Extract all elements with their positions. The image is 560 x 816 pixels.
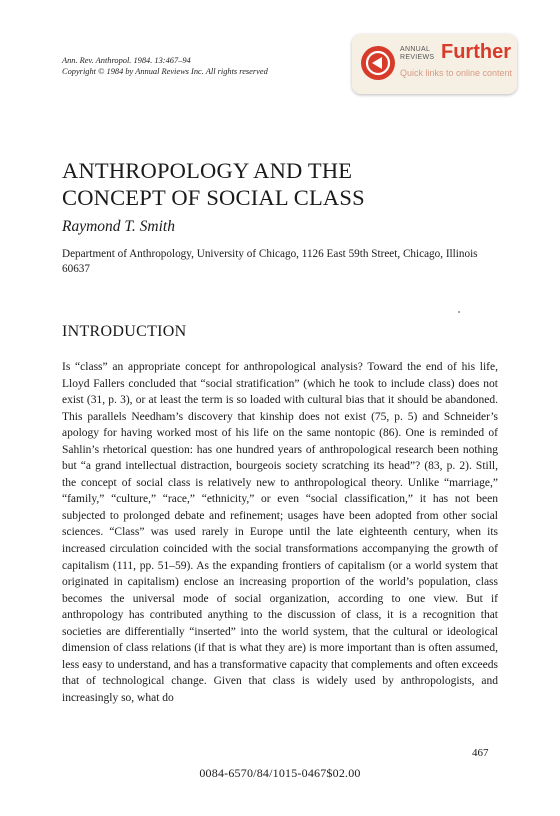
- article-code: 0084-6570/84/1015-0467$02.00: [199, 766, 361, 780]
- page-number: 467: [472, 747, 489, 759]
- copyright-line: Copyright © 1984 by Annual Reviews Inc. All rights reserved: [62, 67, 268, 76]
- article-title: [62, 157, 502, 211]
- author-name: Raymond T. Smith: [62, 218, 175, 235]
- banner-annual-text: ANNUAL: [400, 46, 431, 53]
- play-arrow-icon: [361, 46, 395, 80]
- body-paragraph: Is “class” an appropriate concept for anthropological analysis? Toward the end of his life, Lloyd Fallers concluded that “social stratification” (which he took to include class) does not exist (31, p. 3), or at least the term is so loaded with cultural bias that it should be abandoned. This parallels Needham’s discovery that kinship does not exist (75, p. 5) and Schneider’s apology for having worked most of his life on the same nontopic (86). One is reminded of Sahlin’s rhetorical question: has one hundred years of anthropological research been nothing but “a grand intellectual distraction, bourgeois society scratching its head”? (83, p. 2). Still, the concept of social class is relatively new to anthropological theory. Unlike “marriage,” “family,” “culture,” “race,” “ethnicity,” or even “social classification,” it has not been subjected to prolonged debate and refinement; usages have been adopted from other social sciences. “Class” was used rarely in Europe until the late eighteenth century, when its increased circulation coincided with the social transformations accompanying the growth of capitalism (111, pp. 51–59). As the expanding frontiers of capitalism (or a world system that originated in capitalism) enclose an increasing proportion of the world’s population, class becomes the universal mode of social organization, according to one view. But if anthropology has contributed anything to the discussion of class, it is a recognition that societies are differentially “inserted” into the world system, that the cultural or ideological dimension of class relations (if that is what they are) is more important than is often assumed, less easy to understand, and has a transformative capacity that complements and often exceeds that of technological change. Given that class is widely used by anthropologists, and increasingly so, what do: [62, 361, 498, 704]
- banner-further-text: Further: [441, 41, 511, 63]
- author-affiliation: Department of Anthropology, University of Chicago, 1126 East 59th Street, Chicago, Illinois 60637: [62, 248, 478, 275]
- banner-tagline: Quick links to online content: [400, 68, 513, 78]
- journal-citation-line: Ann. Rev. Anthropol. 1984. 13:467–94: [62, 56, 191, 65]
- further-banner[interactable]: [352, 34, 517, 94]
- title-line: CONCEPT OF SOCIAL CLASS: [62, 185, 365, 210]
- banner-reviews-text: REVIEWS: [400, 54, 435, 61]
- section-heading: INTRODUCTION: [62, 323, 187, 340]
- banner-publisher: [400, 46, 434, 62]
- title-line: ANTHROPOLOGY AND THE: [62, 158, 353, 183]
- journal-citation: [62, 55, 362, 77]
- print-speck: [458, 311, 460, 313]
